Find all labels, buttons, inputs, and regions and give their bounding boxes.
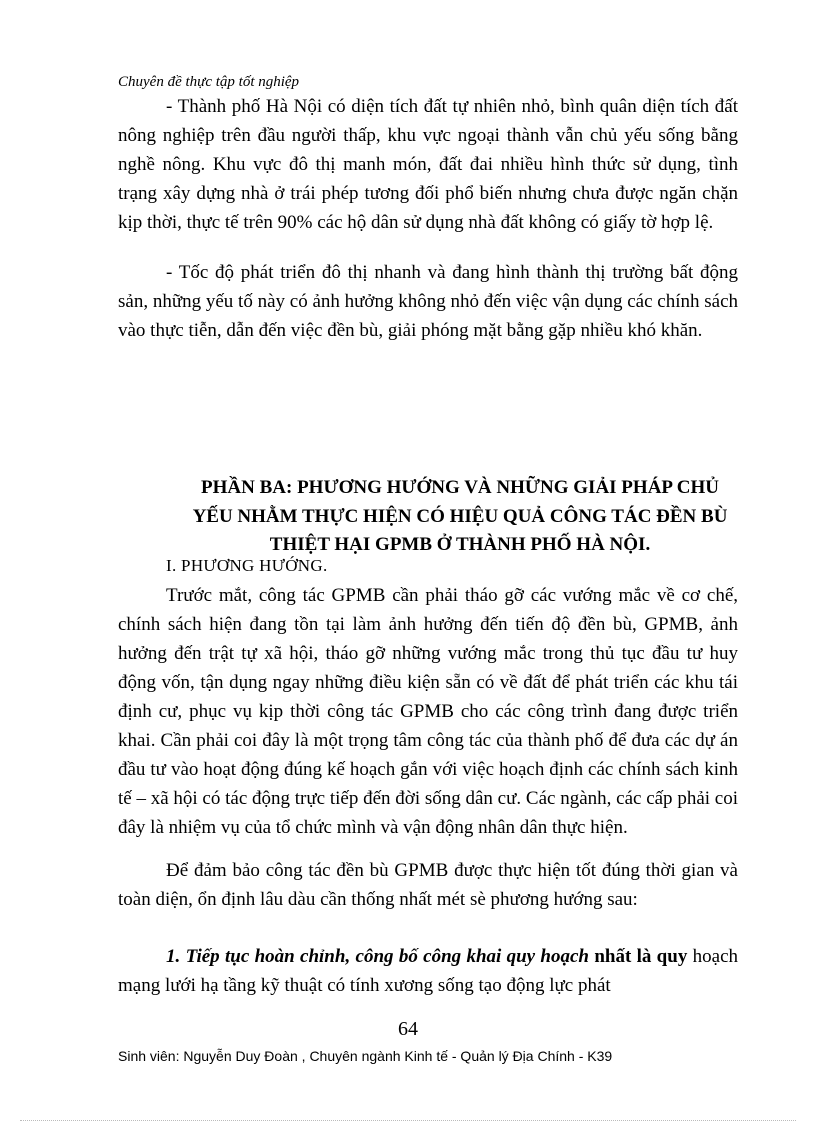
section-heading	[118, 474, 790, 560]
paragraph-ensure-compensation: Để đảm bảo công tác đền bù GPMB được thực hiện tốt đúng thời gian và toàn diện, ổn định lâu dàu cần thống nhất mét sè phương hướng sau:	[118, 860, 738, 910]
section-heading-line-1: PHẦN BA: PHƯƠNG HƯỚNG VÀ NHỮNG GIẢI PHÁP CHỦ	[201, 477, 719, 498]
running-footer: Sinh viên: Nguyễn Duy Đoàn , Chuyên ngành Kinh tế - Quản lý Địa Chính - K39	[118, 1048, 613, 1064]
paragraph-planning	[118, 942, 738, 1000]
planning-lead: 1. Tiếp tục hoàn chỉnh, công bố công khai quy hoạch	[166, 946, 589, 967]
running-header: Chuyên đề thực tập tốt nghiệp	[118, 74, 300, 90]
planning-rest: hoạch mạng lưới hạ tầng kỹ thuật có tính xương sống tạo động lực phát	[118, 946, 739, 996]
page-number: 64	[398, 1018, 418, 1040]
paragraph-immediate-tasks: Trước mắt, công tác GPMB cần phải tháo gỡ các vướng mắc về cơ chế, chính sách hiện đang tồn tại làm ảnh hưởng đến tiến độ đền bù, GPMB, ảnh hưởng đến trật tự xã hội, tháo gỡ những vướng mắc trong thủ tục đầu tư huy động vốn, tận dụng ngay những điều kiện sẵn có về đất để phát triển các khu tái định cư, phục vụ kịp thời công tác GPMB cho các công trình đang được triển khai. Cần phải coi đây là một trọng tâm công tác của thành phố để đưa các dự án đầu tư vào hoạt động đúng kế hoạch gắn với việc hoạch định các chính sách kinh tế – xã hội có tác động trực tiếp đến đời sống dân cư. Các ngành, các cấp phải coi đây là nhiệm vụ của tổ chức mình và vận động nhân dân thực hiện.	[118, 585, 738, 838]
paragraph-urban-growth: - Tốc độ phát triển đô thị nhanh và đang hình thành thị trường bất động sản, những yếu tố này có ảnh hưởng không nhỏ đến việc vận dụng các chính sách vào thực tiễn, dẫn đến việc đền bù, giải phóng mặt bằng gặp nhiều khó khăn.	[118, 262, 739, 341]
planning-bold-tail: nhất là quy	[589, 946, 688, 967]
section-heading-line-3: THIỆT HẠI GPMB Ở THÀNH PHỐ HÀ NỘI.	[269, 534, 651, 555]
subheading-direction: I. PHƯƠNG HƯỚNG.	[166, 556, 328, 575]
page-bottom-divider	[20, 1120, 796, 1121]
paragraph-land-area: - Thành phố Hà Nội có diện tích đất tự nhiên nhỏ, bình quân diện tích đất nông nghiệp trên đầu người thấp, khu vực ngoại thành vẫn chủ yếu sống bằng nghề nông. Khu vực đô thị manh món, đất đai nhiều hình thức sử dụng, tình trạng xây dựng nhà ở trái phép tương đối phổ biến nhưng chưa được ngăn chặn kịp thời, thực tế trên 90% các hộ dân sử dụng nhà đất không có giấy tờ hợp lệ.	[118, 96, 738, 233]
section-heading-line-2: YẾU NHẰM THỰC HIỆN CÓ HIỆU QUẢ CÔNG TÁC ĐỀN BÙ	[192, 505, 728, 527]
